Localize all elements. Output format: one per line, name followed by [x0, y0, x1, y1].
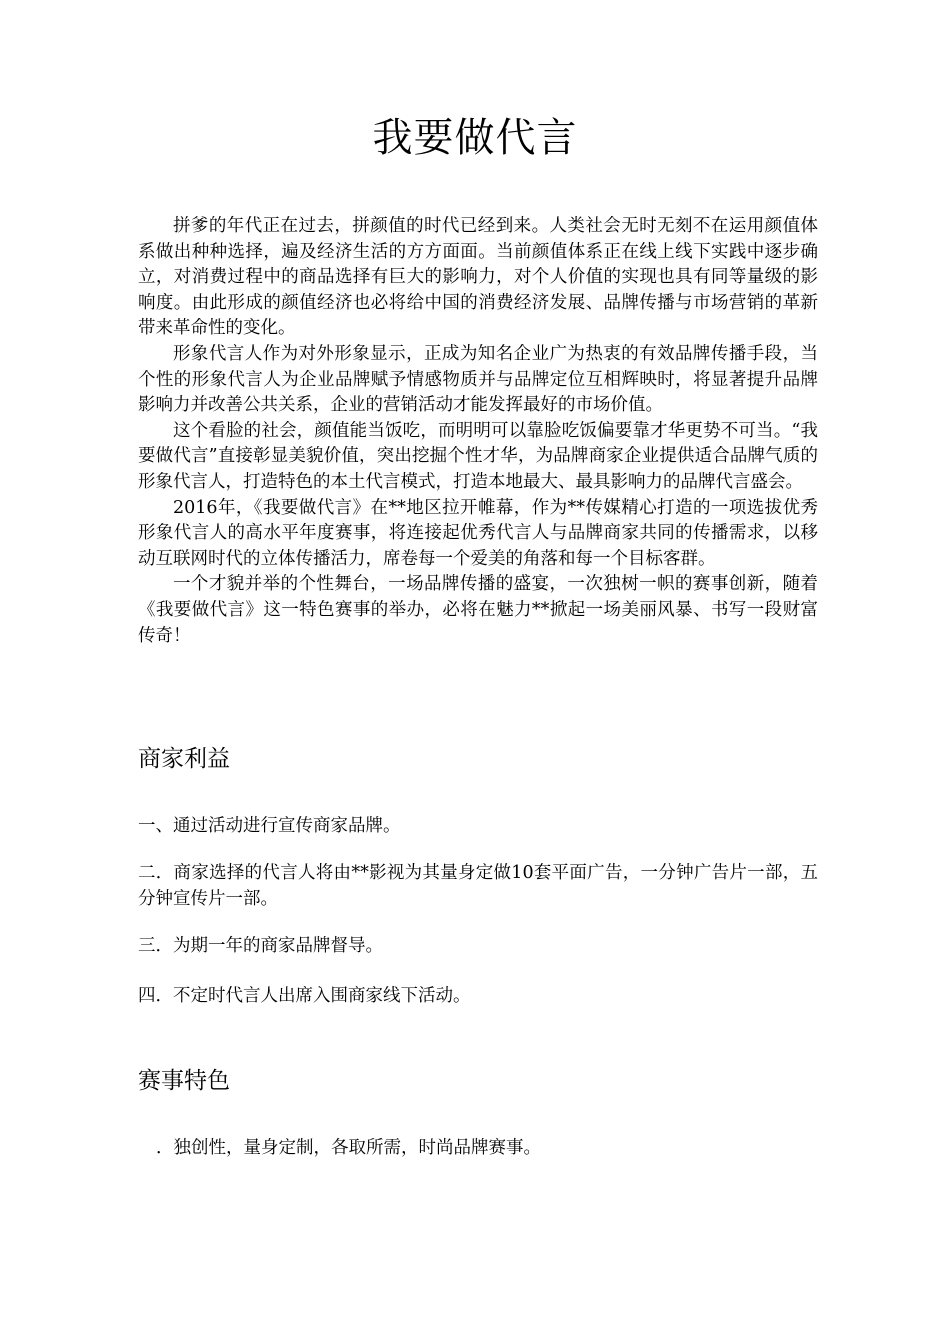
feature-item: ．独创性，量身定制，各取所需，时尚品牌赛事。 [156, 1138, 541, 1158]
benefit-item: 三．为期一年的商家品牌督导。 [138, 936, 383, 956]
benefit-item: 四．不定时代言人出席入围商家线下活动。 [138, 986, 471, 1006]
benefit-item: 二．商家选择的代言人将由**影视为其量身定做10套平面广告，一分钟广告片一部，五分钟宣传片一部。 [138, 863, 818, 909]
benefit-item: 一、通过活动进行宣传商家品牌。 [138, 816, 401, 836]
intro-section [138, 214, 818, 649]
intro-paragraph: 2016年，《我要做代言》在**地区拉开帷幕，作为**传媒精心打造的一项选拔优秀形象代言人的高水平年度赛事，将连接起优秀代言人与品牌商家共同的传播需求，以移动互联网时代的立体传播活力，席卷每一个爱美的角落和每一个目标客群。 [138, 497, 818, 569]
merchant-benefits-heading: 商家利益 [138, 746, 230, 772]
document-title: 我要做代言 [372, 115, 578, 161]
event-features-heading: 赛事特色 [138, 1068, 230, 1094]
intro-paragraph: 拼爹的年代正在过去，拼颜值的时代已经到来。人类社会无时无刻不在运用颜值体系做出种种选择，遍及经济生活的方方面面。当前颜值体系正在线上线下实践中逐步确立，对消费过程中的商品选择有巨大的影响力，对个人价值的实现也具有同等量级的影响度。由此形成的颜值经济也必将给中国的消费经济发展、品牌传播与市场营销的革新带来革命性的变化。 [138, 216, 818, 339]
intro-paragraph: 这个看脸的社会，颜值能当饭吃，而明明可以靠脸吃饭偏要靠才华更势不可当。“我要做代言”直接彰显美貌价值，突出挖掘个性才华，为品牌商家企业提供适合品牌气质的形象代言人，打造特色的本土代言模式，打造本地最大、最具影响力的品牌代言盛会。 [138, 420, 818, 492]
intro-paragraph: 一个才貌并举的个性舞台，一场品牌传播的盛宴，一次独树一帜的赛事创新，随着《我要做代言》这一特色赛事的举办，必将在魅力**掀起一场美丽风暴、书写一段财富传奇！ [138, 574, 818, 646]
intro-paragraph: 形象代言人作为对外形象显示，正成为知名企业广为热衷的有效品牌传播手段，当个性的形象代言人为企业品牌赋予情感物质并与品牌定位互相辉映时，将显著提升品牌影响力并改善公共关系，企业的营销活动才能发挥最好的市场价值。 [138, 343, 818, 416]
